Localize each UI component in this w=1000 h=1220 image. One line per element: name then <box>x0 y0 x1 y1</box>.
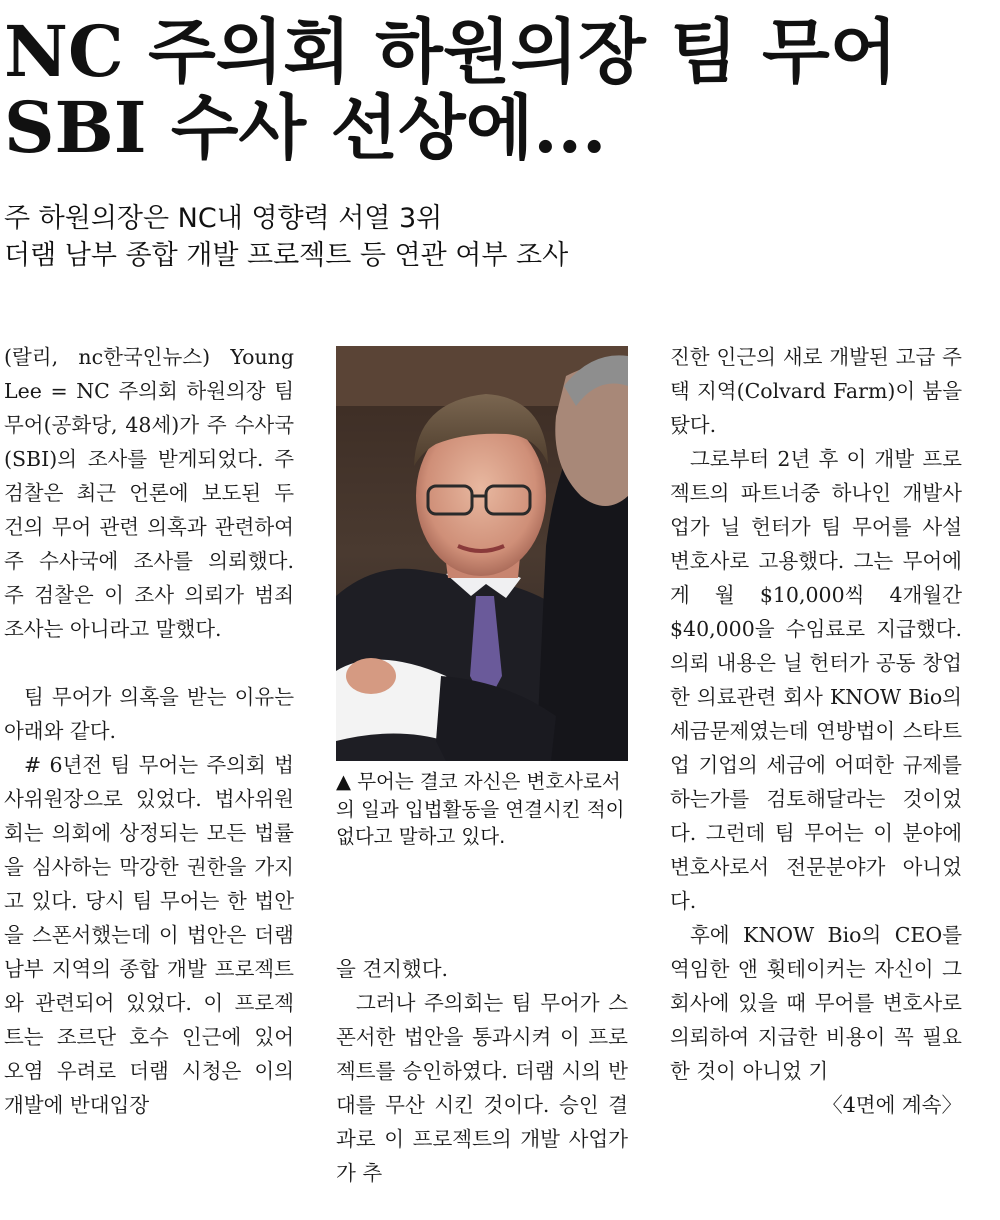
photo-illustration <box>336 346 628 761</box>
article-paragraph: 을 견지했다. <box>336 957 449 981</box>
article-photo <box>336 346 628 761</box>
article-paragraph: # 6년전 팀 무어는 주의회 법사위원장으로 있었다. 법사위원회는 의회에 상정되는 모든 법률을 심사하는 막강한 권한을 가지고 있다. 당시 팀 무어는 한 법안을 스폰서했는데 이 법안은 더램 남부 지역의 종합 개발 프로젝트와 관련되어 있었다. 이 프로젝트는 조르단 호수 인근에 있어 오염 우려로 더램 시청은 이의 개발에 반대입장 <box>4 753 294 1117</box>
article-column-left <box>4 340 294 1122</box>
article-paragraph: 그러나 주의회는 팀 무어가 스폰서한 법안을 통과시켜 이 프로젝트를 승인하였다. 더램 시의 반대를 무산 시킨 것이다. 승인 결과로 이 프로젝트의 개발 사업가가 추 <box>336 991 628 1185</box>
article-paragraph: (랄리, nc한국인뉴스) Young Lee = NC 주의회 하원의장 팀 무어(공화당, 48세)가 주 수사국(SBI)의 조사를 받게되었다. 주 검찰은 최근 언론에 보도된 두 건의 무어 관련 의혹과 관련하여 주 수사국에 조사를 의뢰했다. 주 검찰은 이 조사 의뢰가 범죄조사는 아니라고 말했다. <box>4 345 294 641</box>
article-column-right <box>670 340 962 1122</box>
article-paragraph: 진한 인근의 새로 개발된 고급 주택 지역(Colvard Farm)이 붐을 탔다. <box>670 345 962 437</box>
headline-line-2: SBI 수사 선상에... <box>4 86 607 169</box>
article-paragraph: 후에 KNOW Bio의 CEO를 역임한 앤 휫테이커는 자신이 그 회사에 있을 때 무어를 변호사로 의뢰하여 지급한 비용이 꼭 필요한 것이 아니었 기 <box>670 923 962 1083</box>
photo-caption: ▲ 무어는 결코 자신은 변호사로서의 일과 입법활동을 연결시킨 적이 없다고 말하고 있다. <box>336 770 625 848</box>
subheadline-line-1: 주 하원의장은 NC내 영향력 서열 3위 <box>4 203 443 234</box>
subheadline <box>4 200 994 274</box>
article-paragraph: 그로부터 2년 후 이 개발 프로젝트의 파트너중 하나인 개발사업가 닐 헌터가 팀 무어를 사설 변호사로 고용했다. 그는 무어에게 월 $10,000씩 4개월간 $40,000을 수임료로 지급했다. 의뢰 내용은 닐 헌터가 공동 창업한 의료관련 회사 KNOW Bio의 세금문제였는데 연방법이 스타트업 기업의 세금에 어떠한 규제를 하는가를 검토해달라는 것이었다. 그런데 팀 무어는 이 분야에 변호사로서 전문분야가 아니었다. <box>670 447 962 913</box>
headline-line-1: NC 주의회 하원의장 팀 무어 <box>4 10 898 93</box>
continued-notice: 〈4면에 계속〉 <box>822 1093 962 1117</box>
headline <box>4 10 994 169</box>
subheadline-line-2: 더램 남부 종합 개발 프로젝트 등 연관 여부 조사 <box>4 240 569 271</box>
article-column-middle <box>336 952 628 1190</box>
article-paragraph: 팀 무어가 의혹을 받는 이유는 아래와 같다. <box>4 685 294 743</box>
